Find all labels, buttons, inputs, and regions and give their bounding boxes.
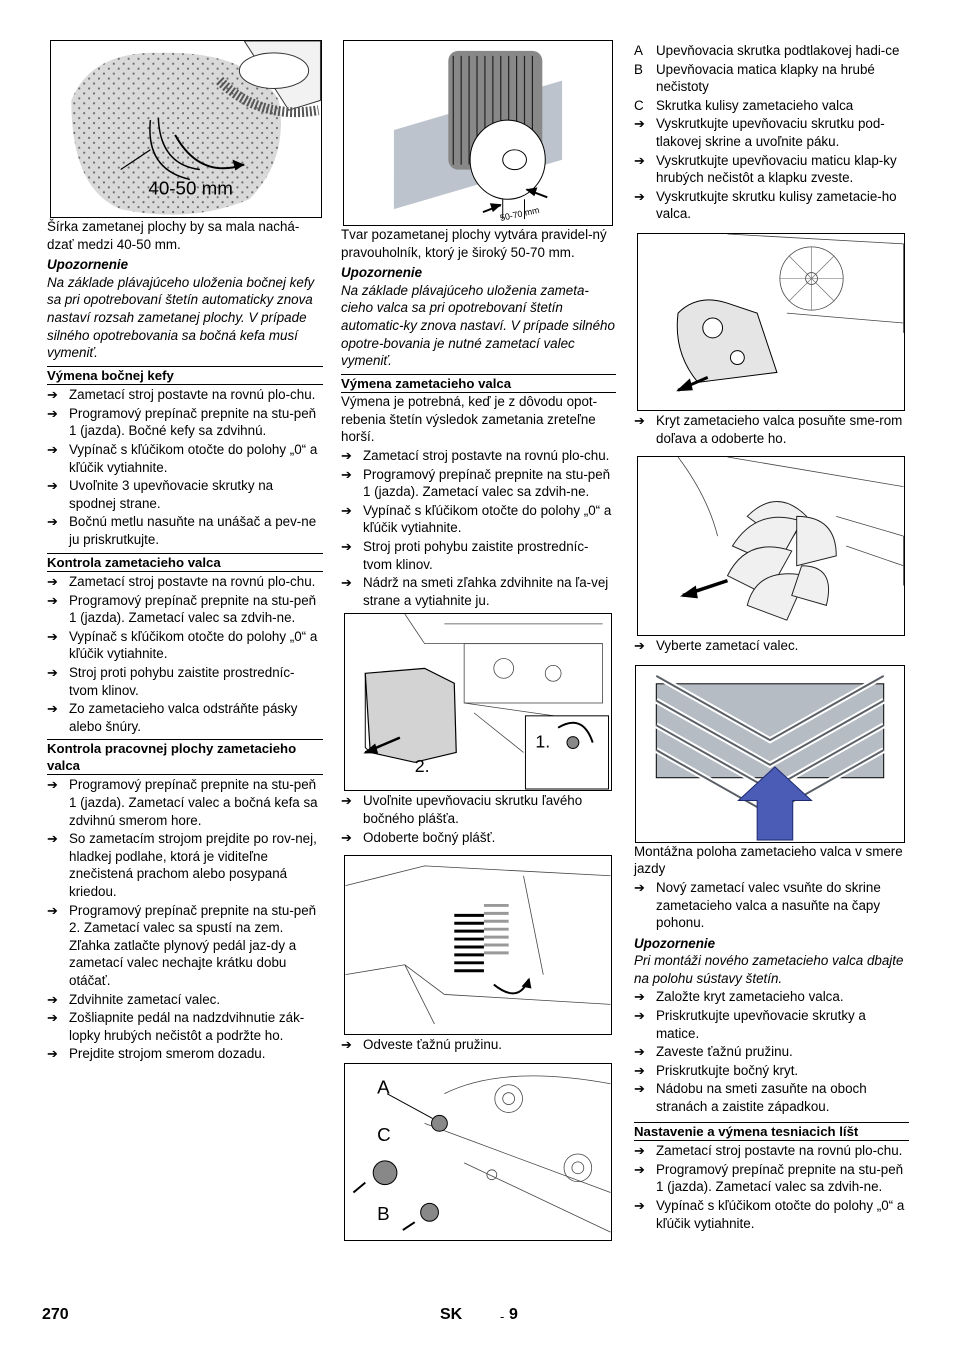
label-b: B <box>377 1202 390 1224</box>
step-list <box>47 386 323 548</box>
step-item: ➔ Vypínač s kľúčikom otočte do polohy „0“ a kľúčik vytiahnite. <box>341 502 612 536</box>
arrow-right-icon: ➔ <box>47 405 58 421</box>
step-list <box>47 776 323 1063</box>
section-title-roller-work-area: Kontrola pracovnej plochy zametacieho valca <box>47 739 323 775</box>
section-title-roller-check: Kontrola zametacieho valca <box>47 553 323 573</box>
figure-side-panel-removal <box>344 613 612 791</box>
step-item: ➔ Zo zametacieho valca odstráňte pásky alebo šnúry. <box>47 701 298 734</box>
figure-roller-width <box>343 40 613 226</box>
footer-separator: - <box>500 1309 505 1324</box>
step-item: ➔ Programový prepínač prepnite na stu-peň 2. Zametací valec sa spustí na zem. Zľahka zatlačte plynový pedál jaz-dy a zametací valec nechajte krátku dobu otáčať. <box>47 902 317 988</box>
arrow-right-icon: ➔ <box>634 1044 645 1060</box>
step-item: ➔ Vyskrutkujte upevňovaciu maticu klap-ky hrubých nečistôt a klapku zveste. <box>634 152 897 186</box>
step-item: ➔ Programový prepínač prepnite na stu-peň 1 (jazda). Zametací valec a bočná kefa sa zdvihnú smerom hore. <box>47 777 318 828</box>
section-title-roller-replacement: Výmena zametacieho valca <box>341 374 616 394</box>
step-item: ➔ Odoberte bočný plášť. <box>341 829 496 845</box>
figure-tension-spring <box>344 855 612 1035</box>
arrow-right-icon: ➔ <box>47 902 58 918</box>
arrow-right-icon: ➔ <box>341 829 352 845</box>
side-brush-illustration <box>51 41 321 217</box>
note-text: Na základe plávajúceho uloženia zameta-cieho valca sa pri opotrebovaní štetín automatic-ky znova nastaví. V prípade silného opotre-bovania je nutné zametací valec vymeniť. <box>341 282 615 369</box>
step-item: ➔ Vyberte zametací valec. <box>634 638 799 654</box>
arrow-right-icon: ➔ <box>47 387 58 403</box>
arrow-right-icon: ➔ <box>47 478 58 494</box>
step-item: ➔ Programový prepínač prepnite na stu-peň 1 (jazda). Bočné kefy sa zdvihnú. <box>47 405 317 439</box>
arrow-right-icon: ➔ <box>47 628 58 644</box>
arrow-right-icon: ➔ <box>47 574 58 590</box>
step-item: ➔ Priskrutkujte bočný kryt. <box>634 1062 799 1078</box>
arrow-right-icon: ➔ <box>47 1010 58 1026</box>
section-title-sealing-strips: Nastavenie a výmena tesniacich líšt <box>634 1122 909 1142</box>
step-item: ➔ Zdvihnite zametací valec. <box>47 991 221 1007</box>
arrow-right-icon: ➔ <box>341 466 352 482</box>
step-item: ➔ Uvoľnite 3 upevňovacie skrutky na spodnej strane. <box>47 478 274 511</box>
language-code: SK <box>440 1306 463 1323</box>
arrow-right-icon: ➔ <box>47 665 58 681</box>
width-label: 40-50 mm <box>148 177 233 199</box>
step-list <box>634 115 909 223</box>
roller-cover-illustration <box>638 234 904 410</box>
arrow-right-icon: ➔ <box>341 575 352 591</box>
step-item: ➔ Vypínač s kľúčikom otočte do polohy „0“ a kľúčik vytiahnite. <box>47 628 318 662</box>
arrow-right-icon: ➔ <box>634 879 645 895</box>
arrow-right-icon: ➔ <box>634 152 645 168</box>
step-item: ➔ Vyskrutkujte skrutku kulisy zametacie-ho valca. <box>634 188 897 222</box>
arrow-right-icon: ➔ <box>47 831 58 847</box>
step-list <box>634 412 909 447</box>
arrow-right-icon: ➔ <box>634 1161 645 1177</box>
legend-item: B Upevňovacia matica klapky na hrubé nečistoty <box>634 61 875 95</box>
step-item: ➔ Nádobu na smeti zasuňte na oboch stranách a zaistite západkou. <box>634 1081 867 1115</box>
step-item: ➔ Zošliapnite pedál na nadzdvihnutie zák-lopky hrubých nečistôt a podržte ho. <box>47 1010 305 1043</box>
step-label-1: 1. <box>535 731 551 752</box>
step-item: ➔ Programový prepínač prepnite na stu-peň 1 (jazda). Zametací valec sa zdvih-ne. <box>341 466 611 500</box>
step-item: ➔ Programový prepínač prepnite na stu-peň 1 (jazda). Zametací valec sa zdvih-ne. <box>47 592 317 626</box>
arrow-right-icon: ➔ <box>47 991 58 1007</box>
step-item: ➔ Priskrutkujte upevňovacie skrutky a matice. <box>634 1008 866 1041</box>
arrow-right-icon: ➔ <box>634 1143 645 1159</box>
arrow-right-icon: ➔ <box>634 1081 645 1097</box>
step-list <box>341 792 616 846</box>
arrow-right-icon: ➔ <box>341 502 352 518</box>
label-a: A <box>377 1076 390 1098</box>
step-item: ➔ Zametací stroj postavte na rovnú plo-chu. <box>341 448 610 464</box>
arrow-right-icon: ➔ <box>47 442 58 458</box>
roller-removal-illustration <box>638 457 904 635</box>
step-item: ➔ Vypínač s kľúčikom otočte do polohy „0“ a kľúčik vytiahnite. <box>47 442 318 475</box>
step-label-2: 2. <box>414 756 430 777</box>
step-item: ➔ Vyskrutkujte upevňovaciu skrutku pod-tlakovej skrine a uvoľnite páku. <box>634 116 885 149</box>
step-item: ➔ Nádrž na smeti zľahka zdvihnite na ľa-vej strane a vytiahnite ju. <box>341 575 609 608</box>
arrow-right-icon: ➔ <box>341 448 352 464</box>
arrow-right-icon: ➔ <box>47 777 58 793</box>
spring-illustration <box>345 856 611 1034</box>
step-item: ➔ Bočnú metlu nasuňte na unášač a pev-ne ju priskrutkujte. <box>47 514 317 547</box>
step-list <box>634 637 909 655</box>
screws-illustration <box>345 1064 611 1240</box>
figure-screws-abc <box>344 1063 612 1241</box>
step-list <box>341 447 616 609</box>
section-title-side-brush-replacement: Výmena bočnej kefy <box>47 366 323 386</box>
arrow-right-icon: ➔ <box>634 1008 645 1024</box>
step-list <box>634 879 909 932</box>
arrow-right-icon: ➔ <box>634 638 645 654</box>
legend-list <box>634 42 909 114</box>
side-panel-illustration <box>345 614 611 790</box>
section-intro: Výmena je potrebná, keď je z dôvodu opot-rebenia štetín výsledok zametania zreteľne horší. <box>341 394 598 445</box>
legend-item: C Skrutka kulisy zametacieho valca <box>634 97 854 113</box>
fig1-caption: Šírka zametanej plochy by sa mala nachá-dzať medzi 40-50 mm. <box>47 219 300 252</box>
step-item: ➔ Stroj proti pohybu zaistite prostredníc-tvom klinov. <box>47 665 295 698</box>
step-item: ➔ Založte kryt zametacieho valca. <box>634 989 844 1005</box>
fig2-caption: Tvar pozametanej plochy vytvára pravidel-ný pravouholník, ktorý je široký 50-70 mm. <box>341 227 607 260</box>
mounting-position-illustration <box>636 666 904 842</box>
label-c: C <box>377 1123 391 1145</box>
fig9-caption: Montážna poloha zametacieho valca v smere jazdy <box>634 843 903 877</box>
arrow-right-icon: ➔ <box>47 592 58 608</box>
step-item: ➔ Zametací stroj postavte na rovnú plo-chu. <box>634 1143 903 1159</box>
step-item: ➔ Kryt zametacieho valca posuňte sme-rom doľava a odoberte ho. <box>634 412 903 446</box>
step-item: ➔ Zametací stroj postavte na rovnú plo-chu. <box>47 574 316 590</box>
step-list <box>47 573 323 735</box>
figure-roller-cover <box>637 233 905 411</box>
step-list <box>341 1036 616 1054</box>
step-item: ➔ Odveste ťažnú pružinu. <box>341 1037 503 1053</box>
note-text: Pri montáži nového zametacieho valca dbajte na polohu sústavy štetín. <box>634 953 904 986</box>
arrow-right-icon: ➔ <box>47 701 58 717</box>
step-item: ➔ Uvoľnite upevňovaciu skrutku ľavého bočného plášťa. <box>341 793 583 826</box>
note-heading: Upozornenie <box>341 265 423 281</box>
note-text: Na základe plávajúceho uloženia bočnej kefy sa pri opotrebovaní štetín automaticky znova nastaví rozsah zametanej plochy. V prípade silného opotrebovania sa bočná kefa musí vymeniť. <box>47 274 315 361</box>
figure-side-brush-width <box>50 40 322 218</box>
step-item: ➔ Stroj proti pohybu zaistite prostredníc-tvom klinov. <box>341 539 589 572</box>
roller-width-label: 50-70 mm <box>499 204 541 223</box>
arrow-right-icon: ➔ <box>341 1037 352 1053</box>
arrow-right-icon: ➔ <box>634 1062 645 1078</box>
note-heading: Upozornenie <box>47 257 129 273</box>
sub-page-number: 9 <box>509 1306 518 1323</box>
arrow-right-icon: ➔ <box>634 989 645 1005</box>
roller-illustration <box>344 41 612 225</box>
step-item: ➔ So zametacím strojom prejdite po rov-nej, hladkej podlahe, ktorá je viditeľne znečistená prachom alebo posypaná kriedou. <box>47 831 317 899</box>
column-1 <box>47 40 323 1063</box>
column-2 <box>341 40 616 1241</box>
step-item: ➔ Programový prepínač prepnite na stu-peň 1 (jazda). Zametací valec sa zdvih-ne. <box>634 1161 904 1195</box>
column-3 <box>634 41 909 1232</box>
step-item: ➔ Prejdite strojom smerom dozadu. <box>47 1046 266 1062</box>
arrow-right-icon: ➔ <box>47 1046 58 1062</box>
step-item: ➔ Zametací stroj postavte na rovnú plo-chu. <box>47 387 316 403</box>
figure-mounting-position <box>635 665 905 843</box>
figure-roller-removal <box>637 456 905 636</box>
legend-item: A Upevňovacia skrutka podtlakovej hadi-ce <box>634 43 900 58</box>
page-number: 270 <box>42 1306 69 1323</box>
arrow-right-icon: ➔ <box>47 514 58 530</box>
step-item: ➔ Vypínač s kľúčikom otočte do polohy „0“ a kľúčik vytiahnite. <box>634 1197 905 1231</box>
arrow-right-icon: ➔ <box>634 116 645 132</box>
arrow-right-icon: ➔ <box>341 539 352 554</box>
step-item: ➔ Nový zametací valec vsuňte do skrine zametacieho valca a nasuňte na čapy pohonu. <box>634 879 881 931</box>
arrow-right-icon: ➔ <box>634 412 645 428</box>
arrow-right-icon: ➔ <box>634 1197 645 1213</box>
step-item: ➔ Zaveste ťažnú pružinu. <box>634 1044 793 1060</box>
step-list <box>634 1142 909 1232</box>
note-heading: Upozornenie <box>634 935 716 951</box>
arrow-right-icon: ➔ <box>341 793 352 809</box>
step-list <box>634 988 909 1115</box>
arrow-right-icon: ➔ <box>634 188 645 204</box>
